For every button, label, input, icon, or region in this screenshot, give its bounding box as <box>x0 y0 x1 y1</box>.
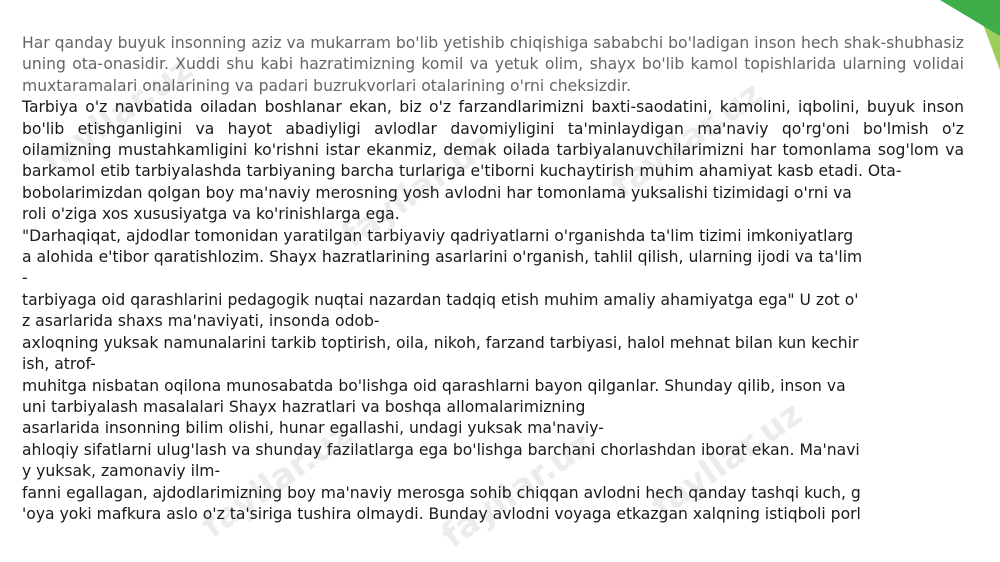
tarbiya-paragraph: Tarbiya o'z navbatida oiladan boshlanar ekan, biz o'z farzandlarimizni baxti-saodatini, kamolini, iqbolini, buyuk inson bo'lib etishganligini va hayot abadiyligi avlodlar davomiyligini ta'minlaydigan ma'naviy qo'rg'oni bo'lmish o'z oilamizning mustahkamligini ko'rishni istar ekanmiz, demak oilada tarbiyalanuvchilarimizni har tomonlama sog'lom va barkamol etib tarbiyalashda tarbiyaning barcha turlariga e'tiborni kuchaytirish muhim ahamiyat kasb etadi. Ota- <box>22 98 964 181</box>
watermark: fayllar.uz <box>604 73 770 207</box>
watermark: fayllar.uz <box>644 393 810 527</box>
watermark: fayllar.uz <box>34 48 200 182</box>
heritage-paragraph: bobolarimizdan qolgan boy ma'naviy merosning yosh avlodni har tomonlama yuksalishi tizimidagi o'rni va roli o'ziga xos xususiyatga va ko'rinishlarga ega. "Darhaqiqat, ajdodlar tomonidan yaratilgan tarbiyaviy qadriyatlarni o'rganishda ta'lim tizimi imkoniyatlarg a alohida e'tibor qaratishlozim. Shayx hazratlarining asarlarini o'rganish, tahlil qilish, ularning ijodi va ta'lim - tarbiyaga oid qarashlarini pedagogik nuqtai nazardan tadqiq etish muhim amaliy ahamiyatga ega" U zot o' z asarlarida shaxs ma'naviyati, insonda odob- axloqning yuksak namunalarini tarkib toptirish, oila, nikoh, farzand tarbiyasi, halol mehnat bilan kun kechir ish, atrof- muhitga nisbatan oqilona munosabatda bo'lishga oid qarashlarni bayon qilganlar. Shunday qilib, inson va uni tarbiyalash masalalari Shayx hazratlari va boshqa allomalarimizning asarlarida insonning bilim olishi, hunar egallashi, undagi yuksak ma'naviy- ahloqiy sifatlarni ulug'lash va shunday fazilatlarga ega bo'lishga barchani chorlashdan iborat ekan. Ma'navi y yuksak, zamonaviy ilm- fanni egallagan, ajdodlarimizning boy ma'naviy merosga sohib chiqqan avlodni hech qanday tashqi kuch, g 'oya yoki mafkura aslo o'z ta'siriga tushira olmaydi. Bunday avlodni voyaga etkazgan xalqning istiqboli porl <box>22 183 863 523</box>
corner-accent-dark <box>940 0 1000 36</box>
watermark: fayllar.uz <box>434 423 600 557</box>
watermark: fayllar.uz <box>194 413 360 547</box>
watermark: fayllar.uz <box>334 123 500 257</box>
document-body <box>22 33 964 525</box>
intro-paragraph: Har qanday buyuk insonning aziz va mukarram bo'lib yetishib chiqishiga sababchi bo'ladigan inson hech shak-shubhasiz uning ota-onasidir. Xuddi shu kabi hazratimizning komil va yetuk olim, shayx bo'lib kamol topishlarida ularning volidai muxtaramalari onalarining va padari buzrukvorlari otalarining o'rni cheksizdir. <box>22 34 964 95</box>
